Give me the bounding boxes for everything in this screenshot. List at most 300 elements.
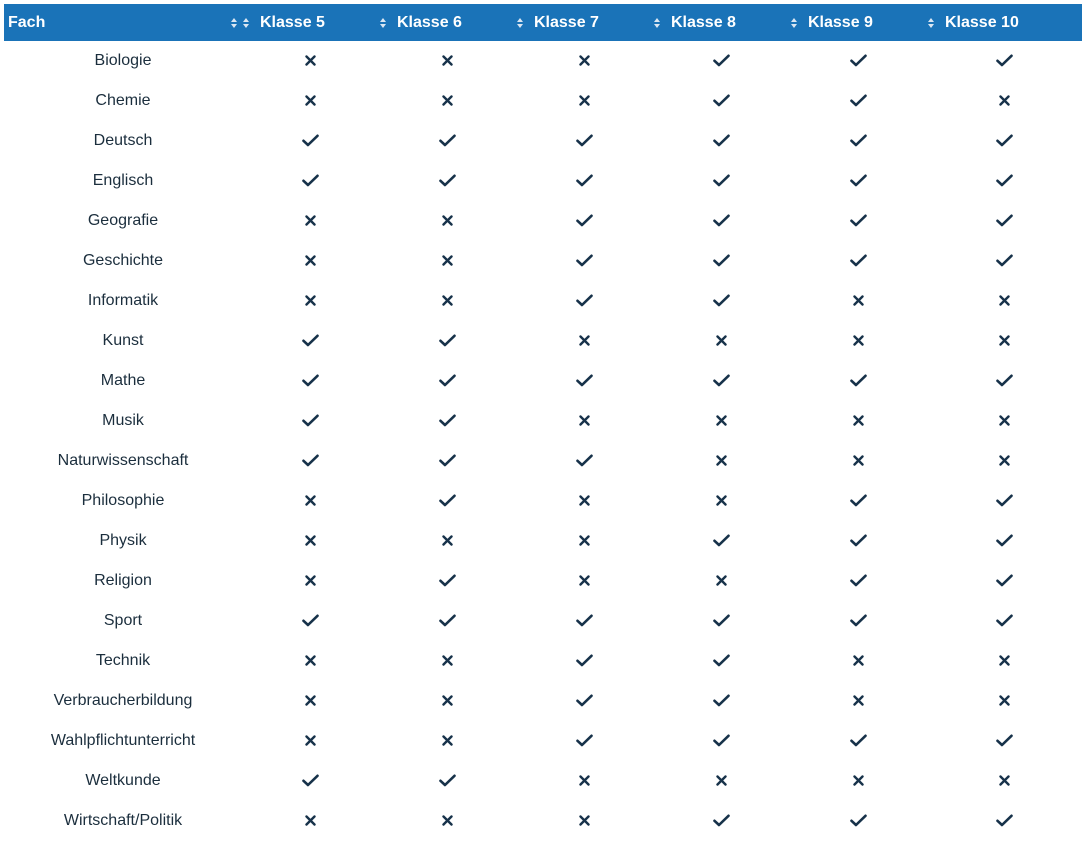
table-row <box>4 321 1082 361</box>
grade-cell <box>379 641 516 681</box>
grade-cell <box>516 81 653 121</box>
cross-icon <box>305 695 316 706</box>
table-row <box>4 81 1082 121</box>
grade-cell <box>927 441 1082 481</box>
grade-cell <box>242 761 379 801</box>
cross-icon <box>579 535 590 546</box>
check-icon <box>713 694 730 707</box>
check-icon <box>713 654 730 667</box>
check-icon <box>850 94 867 107</box>
sort-icon[interactable] <box>927 17 935 29</box>
check-icon <box>850 54 867 67</box>
grade-cell <box>790 481 927 521</box>
grade-cell <box>516 681 653 721</box>
check-icon <box>713 54 730 67</box>
check-icon <box>302 334 319 347</box>
grade-cell <box>516 761 653 801</box>
table-row <box>4 681 1082 721</box>
check-icon <box>850 214 867 227</box>
grade-cell <box>653 361 790 401</box>
subject-cell: Naturwissenschaft <box>57 452 189 469</box>
grade-cell <box>653 601 790 641</box>
grade-cell <box>379 521 516 561</box>
grade-cell <box>379 321 516 361</box>
cross-icon <box>716 455 727 466</box>
subject-cell: Philosophie <box>81 492 165 509</box>
table-row <box>4 201 1082 241</box>
column-header-content <box>927 4 1082 41</box>
column-header-content <box>516 4 653 41</box>
check-icon <box>302 414 319 427</box>
table-row <box>4 721 1082 761</box>
cross-icon <box>716 335 727 346</box>
grade-cell <box>379 761 516 801</box>
grade-cell <box>242 161 379 201</box>
check-icon <box>850 534 867 547</box>
grade-cell <box>790 521 927 561</box>
column-header-label: Klasse 6 <box>397 13 462 31</box>
grade-cell <box>790 681 927 721</box>
grade-cell <box>516 281 653 321</box>
grade-cell <box>653 561 790 601</box>
table-row <box>4 241 1082 281</box>
grade-cell <box>379 281 516 321</box>
cross-icon <box>999 95 1010 106</box>
cross-icon <box>305 735 316 746</box>
table-row <box>4 361 1082 401</box>
grade-cell <box>927 161 1082 201</box>
grade-cell <box>653 281 790 321</box>
grade-cell <box>790 121 927 161</box>
table-row <box>4 601 1082 641</box>
check-icon <box>996 814 1013 827</box>
cross-icon <box>305 215 316 226</box>
check-icon <box>302 374 319 387</box>
cross-icon <box>999 455 1010 466</box>
subject-cell: Deutsch <box>93 132 153 149</box>
cross-icon <box>999 775 1010 786</box>
check-icon <box>576 254 593 267</box>
table-row <box>4 481 1082 521</box>
grade-cell <box>379 401 516 441</box>
check-icon <box>439 334 456 347</box>
column-header-content <box>790 4 927 41</box>
check-icon <box>996 534 1013 547</box>
grade-cell <box>242 521 379 561</box>
table-row <box>4 41 1082 81</box>
check-icon <box>713 814 730 827</box>
sort-icon[interactable] <box>790 17 798 29</box>
cross-icon <box>999 415 1010 426</box>
column-header-klasse-9[interactable] <box>790 4 927 41</box>
grade-cell <box>790 321 927 361</box>
grade-cell <box>653 481 790 521</box>
check-icon <box>996 614 1013 627</box>
grade-cell <box>242 41 379 81</box>
grade-cell <box>516 321 653 361</box>
column-header-content <box>379 4 516 41</box>
grade-cell <box>927 481 1082 521</box>
subject-cell: Englisch <box>92 172 154 189</box>
check-icon <box>576 134 593 147</box>
check-icon <box>576 454 593 467</box>
grade-cell <box>379 481 516 521</box>
grade-cell <box>927 721 1082 761</box>
table-row <box>4 521 1082 561</box>
column-header-klasse-7[interactable] <box>516 4 653 41</box>
check-icon <box>850 494 867 507</box>
grade-cell <box>516 41 653 81</box>
grade-cell <box>242 121 379 161</box>
sort-icon[interactable] <box>379 17 387 29</box>
grade-cell <box>516 361 653 401</box>
grade-cell <box>242 641 379 681</box>
grade-cell <box>927 241 1082 281</box>
cross-icon <box>442 695 453 706</box>
check-icon <box>302 454 319 467</box>
check-icon <box>439 614 456 627</box>
check-icon <box>850 574 867 587</box>
grade-cell <box>790 281 927 321</box>
check-icon <box>302 134 319 147</box>
check-icon <box>439 574 456 587</box>
column-header-label: Fach <box>8 13 46 31</box>
cross-icon <box>305 495 316 506</box>
check-icon <box>439 134 456 147</box>
grade-cell <box>790 801 927 841</box>
cross-icon <box>853 415 864 426</box>
check-icon <box>996 374 1013 387</box>
subject-cell: Wahlpflichtunterricht <box>50 732 196 749</box>
check-icon <box>850 134 867 147</box>
check-icon <box>713 734 730 747</box>
grade-cell <box>516 441 653 481</box>
cross-icon <box>305 55 316 66</box>
subject-cell: Religion <box>94 572 152 589</box>
grade-cell <box>790 241 927 281</box>
check-icon <box>996 134 1013 147</box>
grade-cell <box>379 361 516 401</box>
column-header-label: Klasse 7 <box>534 13 599 31</box>
column-header-klasse-8[interactable] <box>653 4 790 41</box>
grade-cell <box>242 81 379 121</box>
grade-cell <box>653 681 790 721</box>
cross-icon <box>442 735 453 746</box>
grade-cell <box>516 601 653 641</box>
cross-icon <box>999 695 1010 706</box>
grade-cell <box>653 721 790 761</box>
cross-icon <box>305 255 316 266</box>
subject-cell: Kunst <box>102 332 144 349</box>
check-icon <box>850 174 867 187</box>
check-icon <box>439 414 456 427</box>
header-row <box>4 4 1082 41</box>
grade-cell <box>653 321 790 361</box>
grade-cell <box>379 681 516 721</box>
check-icon <box>850 374 867 387</box>
subject-cell: Physik <box>99 532 147 549</box>
grade-cell <box>790 81 927 121</box>
cross-icon <box>442 535 453 546</box>
cross-icon <box>716 415 727 426</box>
cross-icon <box>716 775 727 786</box>
cross-icon <box>853 655 864 666</box>
column-header-content <box>653 4 790 41</box>
cross-icon <box>442 255 453 266</box>
grade-cell <box>927 561 1082 601</box>
check-icon <box>850 734 867 747</box>
check-icon <box>713 94 730 107</box>
column-header-klasse-5[interactable] <box>242 4 379 41</box>
check-icon <box>996 734 1013 747</box>
table-row <box>4 401 1082 441</box>
grade-cell <box>516 521 653 561</box>
cross-icon <box>305 655 316 666</box>
grade-cell <box>379 121 516 161</box>
check-icon <box>576 214 593 227</box>
cross-icon <box>442 295 453 306</box>
grade-cell <box>927 121 1082 161</box>
grade-cell <box>242 481 379 521</box>
check-icon <box>996 214 1013 227</box>
grade-cell <box>242 401 379 441</box>
grade-cell <box>790 161 927 201</box>
cross-icon <box>716 575 727 586</box>
grade-cell <box>790 561 927 601</box>
grade-cell <box>790 41 927 81</box>
grade-cell <box>653 641 790 681</box>
subject-cell: Musik <box>102 412 144 429</box>
cross-icon <box>579 775 590 786</box>
check-icon <box>713 294 730 307</box>
column-header-label: Klasse 9 <box>808 13 873 31</box>
grade-cell <box>790 441 927 481</box>
check-icon <box>576 694 593 707</box>
subject-cell: Geschichte <box>82 252 164 269</box>
cross-icon <box>305 575 316 586</box>
cross-icon <box>305 295 316 306</box>
grade-cell <box>379 41 516 81</box>
grade-cell <box>927 401 1082 441</box>
check-icon <box>439 774 456 787</box>
cross-icon <box>579 495 590 506</box>
grade-cell <box>242 601 379 641</box>
table-row <box>4 161 1082 201</box>
check-icon <box>576 374 593 387</box>
cross-icon <box>853 295 864 306</box>
grade-cell <box>242 441 379 481</box>
grade-cell <box>927 681 1082 721</box>
sort-icon[interactable] <box>230 17 238 29</box>
cross-icon <box>999 655 1010 666</box>
cross-icon <box>305 95 316 106</box>
check-icon <box>996 494 1013 507</box>
check-icon <box>996 174 1013 187</box>
grade-cell <box>927 281 1082 321</box>
cross-icon <box>442 55 453 66</box>
grade-cell <box>242 281 379 321</box>
check-icon <box>576 174 593 187</box>
sort-icon[interactable] <box>242 17 250 29</box>
check-icon <box>576 614 593 627</box>
check-icon <box>850 614 867 627</box>
grade-cell <box>242 561 379 601</box>
cross-icon <box>305 815 316 826</box>
table-body <box>4 41 1082 841</box>
grade-cell <box>927 601 1082 641</box>
sort-icon[interactable] <box>516 17 524 29</box>
grade-cell <box>790 601 927 641</box>
grade-cell <box>927 41 1082 81</box>
grade-cell <box>379 601 516 641</box>
grade-cell <box>516 801 653 841</box>
check-icon <box>302 774 319 787</box>
grade-cell <box>927 81 1082 121</box>
check-icon <box>850 254 867 267</box>
table-row <box>4 761 1082 801</box>
cross-icon <box>442 95 453 106</box>
grade-cell <box>653 761 790 801</box>
grade-cell <box>516 401 653 441</box>
check-icon <box>439 454 456 467</box>
cross-icon <box>579 815 590 826</box>
grade-cell <box>242 681 379 721</box>
check-icon <box>302 614 319 627</box>
grade-cell <box>242 201 379 241</box>
cross-icon <box>853 335 864 346</box>
grade-cell <box>927 761 1082 801</box>
check-icon <box>996 574 1013 587</box>
grade-cell <box>516 161 653 201</box>
grade-cell <box>242 361 379 401</box>
column-header-content <box>242 4 379 41</box>
grade-cell <box>516 201 653 241</box>
cross-icon <box>579 95 590 106</box>
grade-cell <box>653 521 790 561</box>
sort-icon[interactable] <box>653 17 661 29</box>
grade-cell <box>790 721 927 761</box>
check-icon <box>576 294 593 307</box>
cross-icon <box>999 335 1010 346</box>
grade-cell <box>516 241 653 281</box>
subject-cell: Technik <box>95 652 151 669</box>
check-icon <box>713 174 730 187</box>
check-icon <box>713 254 730 267</box>
check-icon <box>439 174 456 187</box>
cross-icon <box>716 495 727 506</box>
check-icon <box>996 254 1013 267</box>
subject-cell: Chemie <box>95 92 151 109</box>
column-header-klasse-6[interactable] <box>379 4 516 41</box>
grade-cell <box>653 161 790 201</box>
table-row <box>4 441 1082 481</box>
cross-icon <box>442 815 453 826</box>
grade-cell <box>516 481 653 521</box>
grade-cell <box>379 81 516 121</box>
cross-icon <box>442 655 453 666</box>
column-header-fach[interactable] <box>4 4 242 41</box>
grade-cell <box>653 441 790 481</box>
grade-cell <box>790 761 927 801</box>
table-row <box>4 801 1082 841</box>
grade-cell <box>653 201 790 241</box>
check-icon <box>713 374 730 387</box>
grade-cell <box>242 241 379 281</box>
grade-cell <box>242 801 379 841</box>
grade-cell <box>790 201 927 241</box>
table-row <box>4 121 1082 161</box>
check-icon <box>996 54 1013 67</box>
table-row <box>4 641 1082 681</box>
column-header-content <box>4 4 242 41</box>
table-row <box>4 281 1082 321</box>
grade-cell <box>653 801 790 841</box>
grade-cell <box>379 441 516 481</box>
cross-icon <box>853 695 864 706</box>
grade-cell <box>379 721 516 761</box>
cross-icon <box>442 215 453 226</box>
grade-cell <box>379 161 516 201</box>
column-header-klasse-10[interactable] <box>927 4 1082 41</box>
grade-cell <box>516 561 653 601</box>
check-icon <box>713 614 730 627</box>
grade-cell <box>379 561 516 601</box>
grade-cell <box>927 201 1082 241</box>
grade-cell <box>242 321 379 361</box>
cross-icon <box>999 295 1010 306</box>
check-icon <box>439 374 456 387</box>
check-icon <box>302 174 319 187</box>
check-icon <box>576 654 593 667</box>
grade-cell <box>790 361 927 401</box>
grade-cell <box>927 641 1082 681</box>
check-icon <box>713 134 730 147</box>
grade-cell <box>653 81 790 121</box>
subject-cell: Mathe <box>100 372 146 389</box>
column-header-label: Klasse 8 <box>671 13 736 31</box>
column-header-label: Klasse 5 <box>260 13 325 31</box>
cross-icon <box>853 775 864 786</box>
cross-icon <box>305 535 316 546</box>
grade-cell <box>653 41 790 81</box>
grade-cell <box>653 401 790 441</box>
cross-icon <box>579 575 590 586</box>
grade-cell <box>516 121 653 161</box>
cross-icon <box>579 55 590 66</box>
table-header <box>4 4 1082 41</box>
grade-cell <box>516 721 653 761</box>
subject-cell: Weltkunde <box>85 772 161 789</box>
subject-cell: Biologie <box>94 52 152 69</box>
grade-cell <box>653 121 790 161</box>
check-icon <box>850 814 867 827</box>
grade-cell <box>790 641 927 681</box>
check-icon <box>713 214 730 227</box>
grade-cell <box>242 721 379 761</box>
column-header-label: Klasse 10 <box>945 13 1019 31</box>
grade-cell <box>379 241 516 281</box>
grade-cell <box>379 201 516 241</box>
grade-cell <box>927 321 1082 361</box>
cross-icon <box>579 335 590 346</box>
subject-table-container <box>4 4 1082 841</box>
subject-cell: Informatik <box>87 292 159 309</box>
subject-cell: Wirtschaft/Politik <box>63 812 183 829</box>
check-icon <box>713 534 730 547</box>
subject-grade-table <box>4 4 1082 841</box>
grade-cell <box>790 401 927 441</box>
grade-cell <box>927 521 1082 561</box>
